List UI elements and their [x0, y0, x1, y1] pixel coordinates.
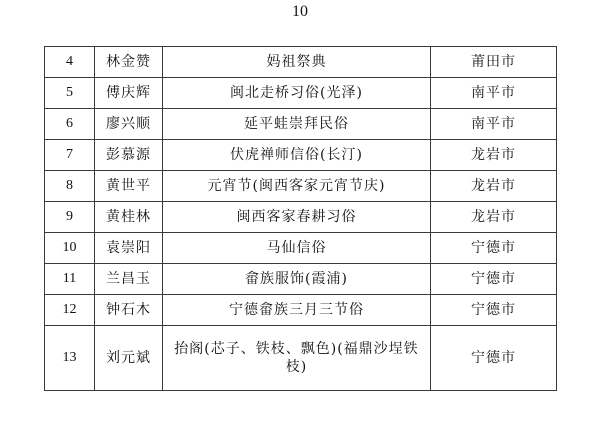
table-row: [45, 295, 557, 326]
row-number: 13: [45, 326, 95, 391]
row-number: 10: [45, 233, 95, 264]
heritage-item: 宁德畲族三月三节俗: [163, 295, 431, 326]
heritage-item: 延平蛙崇拜民俗: [163, 109, 431, 140]
table-row: [45, 140, 557, 171]
city: 南平市: [431, 78, 557, 109]
heritage-item: 闽北走桥习俗(光泽): [163, 78, 431, 109]
inheritor-name: 林金赞: [95, 47, 163, 78]
row-number: 6: [45, 109, 95, 140]
inheritor-name: 黄世平: [95, 171, 163, 202]
city: 莆田市: [431, 47, 557, 78]
row-number: 12: [45, 295, 95, 326]
row-number: 4: [45, 47, 95, 78]
heritage-item: 闽西客家春耕习俗: [163, 202, 431, 233]
heritage-item: 畲族服饰(霞浦): [163, 264, 431, 295]
heritage-item: 抬阁(芯子、铁枝、飘色)(福鼎沙埕铁枝): [163, 326, 431, 391]
table-row: [45, 264, 557, 295]
table-row: [45, 202, 557, 233]
table-row: [45, 47, 557, 78]
table-row: [45, 171, 557, 202]
inheritor-name: 黄桂林: [95, 202, 163, 233]
city: 宁德市: [431, 295, 557, 326]
city: 宁德市: [431, 264, 557, 295]
row-number: 8: [45, 171, 95, 202]
inheritor-name: 袁崇阳: [95, 233, 163, 264]
page-number: 10: [292, 3, 308, 20]
heritage-item: 马仙信俗: [163, 233, 431, 264]
inheritor-name: 刘元斌: [95, 326, 163, 391]
city: 南平市: [431, 109, 557, 140]
row-number: 5: [45, 78, 95, 109]
inheritor-name: 兰昌玉: [95, 264, 163, 295]
row-number: 9: [45, 202, 95, 233]
inheritor-name: 彭慕源: [95, 140, 163, 171]
row-number: 11: [45, 264, 95, 295]
heritage-item: 元宵节(闽西客家元宵节庆): [163, 171, 431, 202]
heritage-item: 伏虎禅师信俗(长汀): [163, 140, 431, 171]
inheritor-name: 傅庆辉: [95, 78, 163, 109]
table-row: [45, 78, 557, 109]
inheritor-name: 钟石木: [95, 295, 163, 326]
heritage-item: 妈祖祭典: [163, 47, 431, 78]
city: 龙岩市: [431, 140, 557, 171]
city: 宁德市: [431, 326, 557, 391]
city: 龙岩市: [431, 171, 557, 202]
inheritor-table: [44, 46, 557, 391]
table-row: [45, 326, 557, 391]
table-row: [45, 109, 557, 140]
table-row: [45, 233, 557, 264]
row-number: 7: [45, 140, 95, 171]
inheritor-name: 廖兴顺: [95, 109, 163, 140]
city: 龙岩市: [431, 202, 557, 233]
city: 宁德市: [431, 233, 557, 264]
